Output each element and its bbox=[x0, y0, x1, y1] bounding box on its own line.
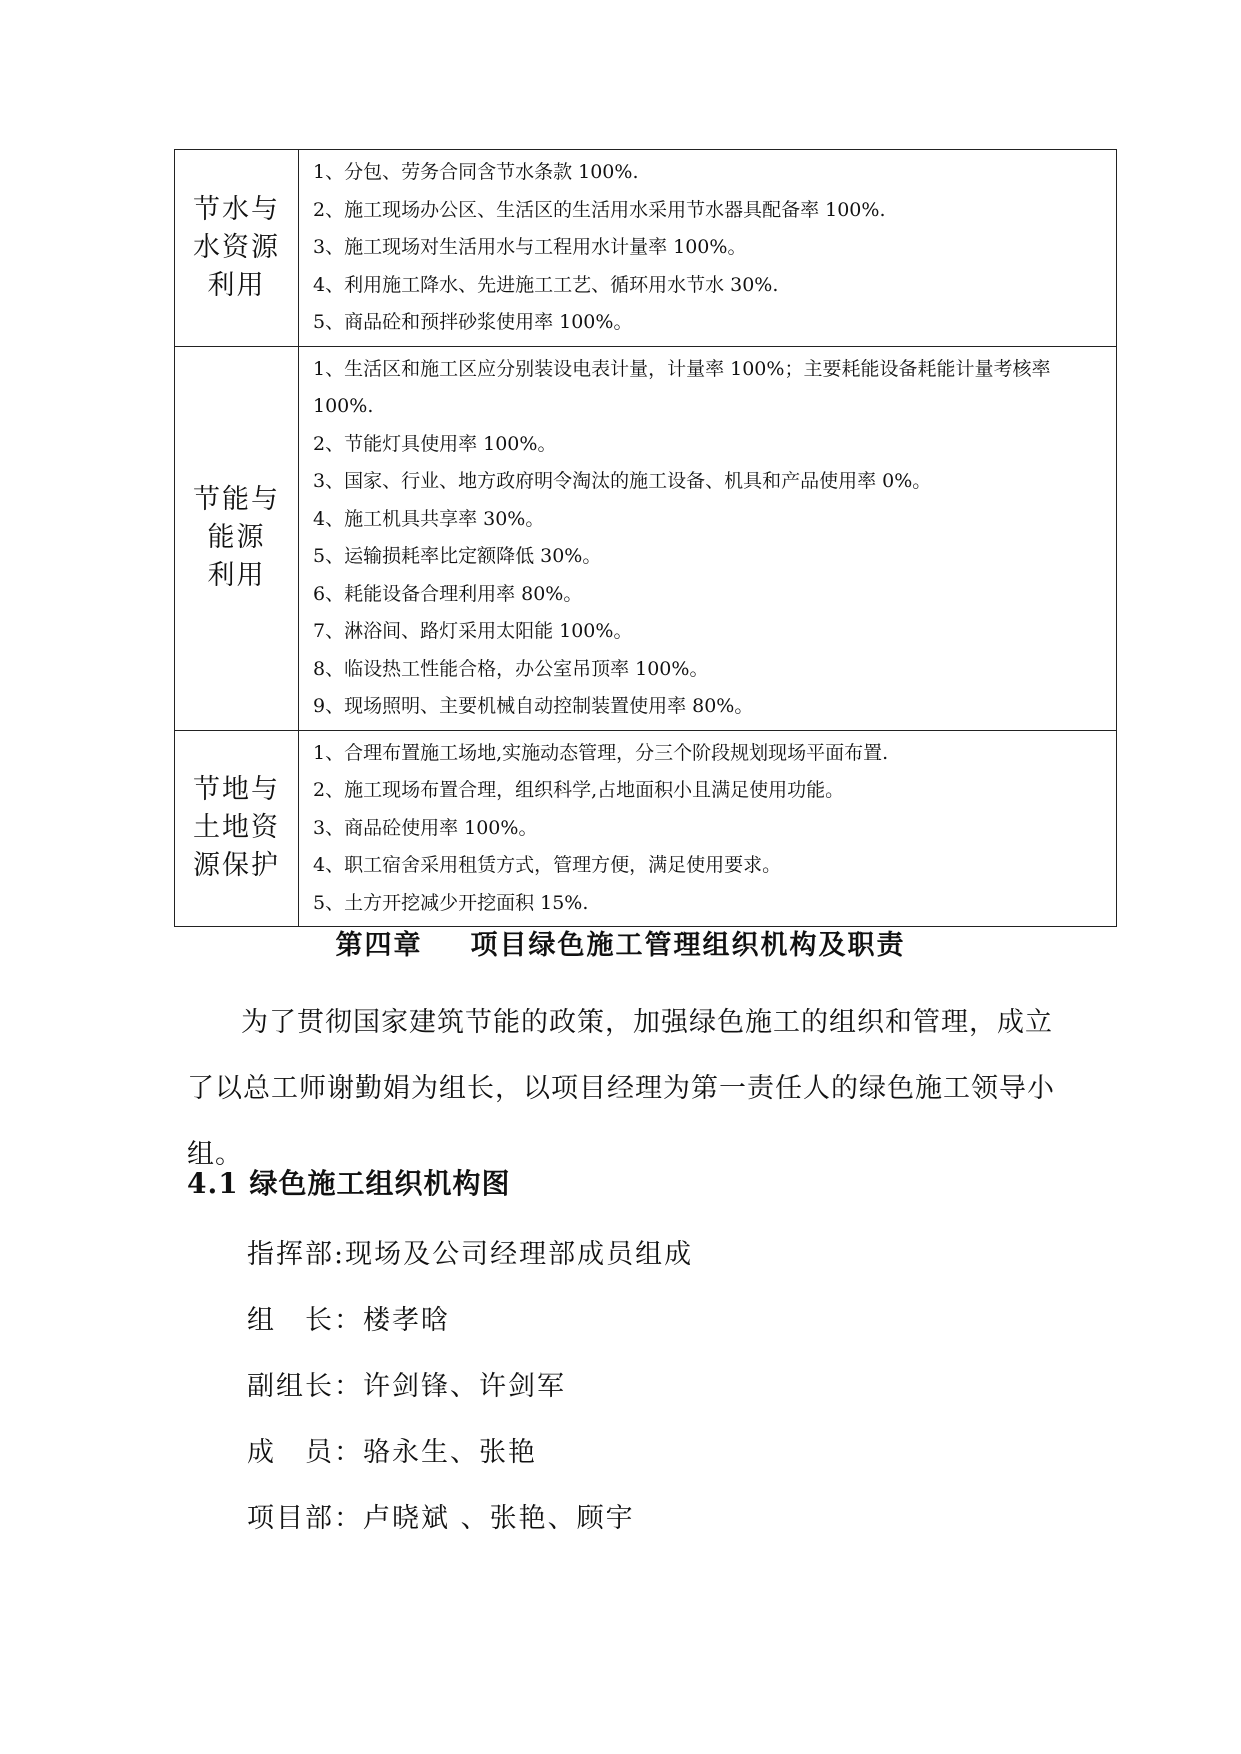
chapter-heading bbox=[0, 923, 1241, 962]
items-cell bbox=[299, 150, 1117, 347]
category-line: 土地资 bbox=[193, 812, 280, 844]
items-cell bbox=[299, 730, 1117, 927]
category-line: 节地与 bbox=[193, 774, 280, 806]
list-item: 3、施工现场对生活用水与工程用水计量率 100%。 bbox=[313, 236, 747, 258]
list-item: 1、生活区和施工区应分别装设电表计量，计量率 100%；主要耗能设备耗能计量考核率 100%. bbox=[313, 357, 1051, 417]
table-row bbox=[175, 346, 1117, 730]
list-item: 3、国家、行业、地方政府明令淘汰的施工设备、机具和产品使用率 0%。 bbox=[313, 470, 932, 492]
list-item: 5、商品砼和预拌砂浆使用率 100%。 bbox=[313, 311, 633, 333]
items-cell bbox=[299, 346, 1117, 730]
list-item: 5、土方开挖减少开挖面积 15%. bbox=[313, 891, 589, 914]
requirements-table bbox=[174, 149, 1117, 927]
category-cell bbox=[175, 150, 299, 347]
org-line-command: 指挥部:现场及公司经理部成员组成 bbox=[247, 1239, 694, 1270]
category-cell bbox=[175, 730, 299, 927]
org-line-deputy: 副组长：许剑锋、许剑军 bbox=[247, 1371, 566, 1402]
list-item: 4、职工宿舍采用租赁方式，管理方便，满足使用要求。 bbox=[313, 854, 782, 876]
table-row bbox=[175, 150, 1117, 347]
intro-paragraph: 为了贯彻国家建筑节能的政策，加强绿色施工的组织和管理，成立了以总工师谢勤娟为组长，以项目经理为第一责任人的绿色施工领导小组。 bbox=[187, 1007, 1055, 1170]
category-cell bbox=[175, 346, 299, 730]
table-row bbox=[175, 730, 1117, 927]
category-line: 源保护 bbox=[193, 850, 280, 882]
list-item: 5、运输损耗率比定额降低 30%。 bbox=[313, 545, 602, 567]
list-item: 2、施工现场布置合理，组织科学,占地面积小且满足使用功能。 bbox=[313, 779, 845, 801]
org-line-members: 成 员：骆永生、张艳 bbox=[247, 1437, 537, 1468]
category-line: 水资源 bbox=[193, 231, 280, 263]
list-item: 3、商品砼使用率 100%。 bbox=[313, 816, 538, 839]
category-line: 节能与 bbox=[193, 484, 280, 515]
list-item: 2、施工现场办公区、生活区的生活用水采用节水器具配备率 100%. bbox=[313, 198, 886, 221]
section-title: 4.1 绿色施工组织机构图 bbox=[187, 1167, 511, 1200]
category-line: 能源 bbox=[207, 522, 266, 553]
list-item: 1、分包、劳务合同含节水条款 100%. bbox=[313, 161, 639, 183]
chapter-title: 项目绿色施工管理组织机构及职责 bbox=[470, 930, 906, 961]
list-item: 8、临设热工性能合格，办公室吊顶率 100%。 bbox=[313, 657, 709, 680]
category-line: 利用 bbox=[207, 560, 266, 591]
org-line-leader: 组 长：楼孝晗 bbox=[247, 1305, 450, 1336]
list-item: 7、淋浴间、路灯采用太阳能 100%。 bbox=[313, 620, 633, 642]
list-item: 6、耗能设备合理利用率 80%。 bbox=[313, 582, 583, 605]
list-item: 9、现场照明、主要机械自动控制装置使用率 80%。 bbox=[313, 695, 754, 717]
chapter-number: 第四章 bbox=[335, 930, 423, 961]
category-line: 节水与 bbox=[193, 193, 280, 225]
list-item: 2、节能灯具使用率 100%。 bbox=[313, 432, 557, 455]
list-item: 4、利用施工降水、先进施工工艺、循环用水节水 30%. bbox=[313, 273, 779, 296]
org-line-project-dept: 项目部：卢晓斌 、张艳、顾宇 bbox=[247, 1503, 635, 1534]
category-line: 利用 bbox=[207, 269, 266, 301]
list-item: 4、施工机具共享率 30%。 bbox=[313, 507, 545, 530]
list-item: 1、合理布置施工场地,实施动态管理，分三个阶段规划现场平面布置. bbox=[313, 741, 889, 764]
